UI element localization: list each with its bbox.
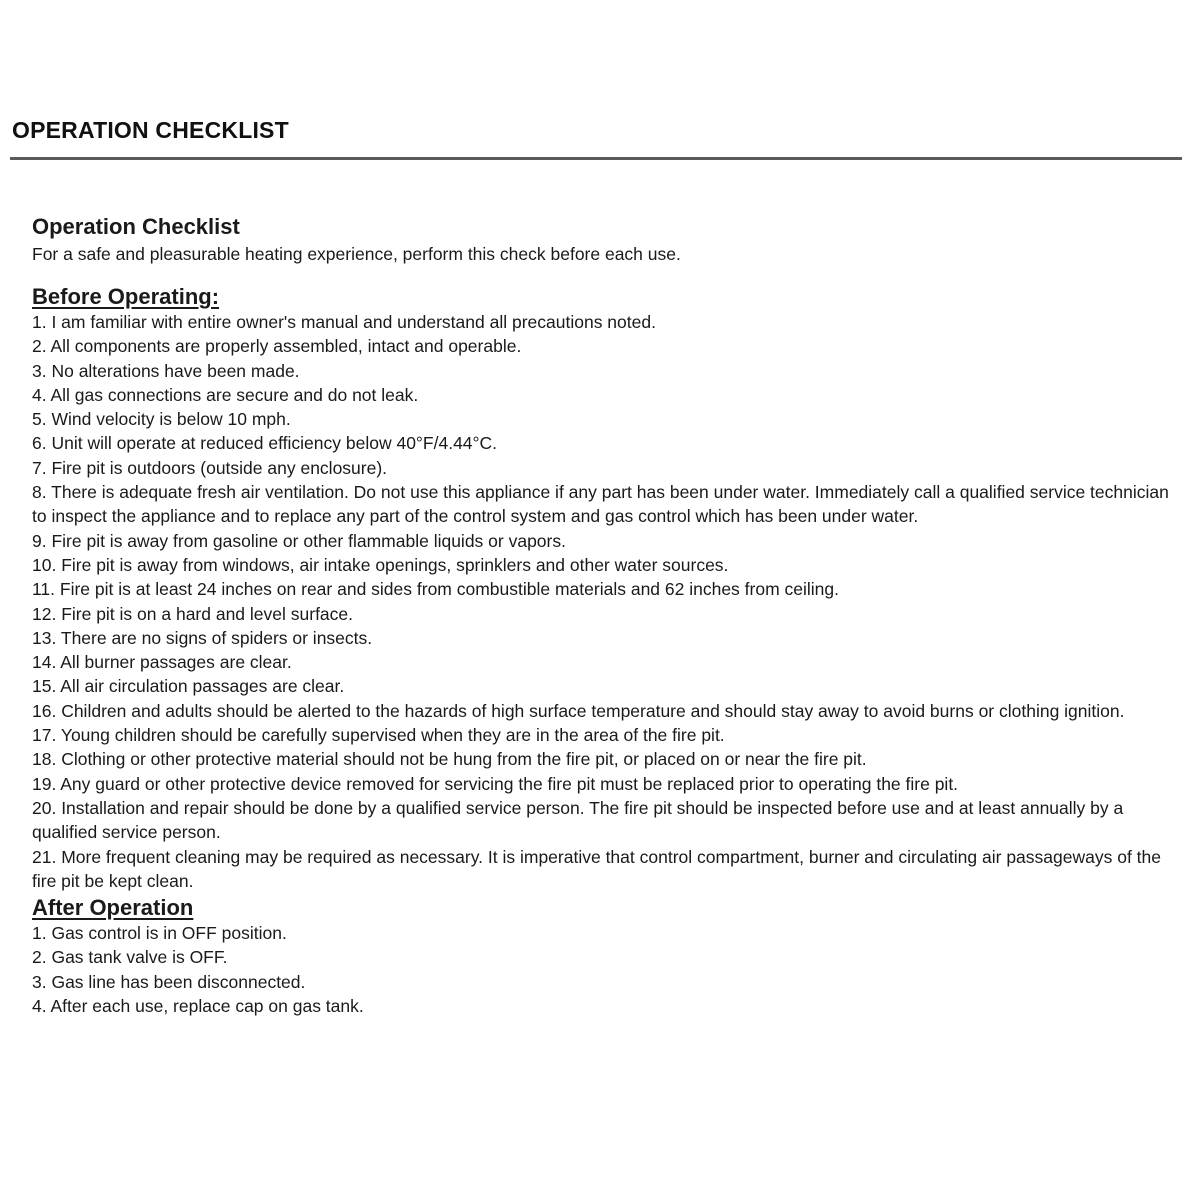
checklist-item: 2. All components are properly assembled, intact and operable. (32, 336, 522, 357)
document-title: Operation Checklist (32, 214, 240, 239)
checklist-item: 17. Young children should be carefully supervised when they are in the area of the fire pit. (32, 725, 725, 746)
checklist-item: 4. After each use, replace cap on gas tank. (32, 996, 364, 1017)
checklist-document (32, 213, 1177, 1018)
checklist-item: 10. Fire pit is away from windows, air intake openings, sprinklers and other water sources. (32, 554, 729, 575)
checklist-item: 13. There are no signs of spiders or insects. (32, 627, 373, 648)
checklist-item: 20. Installation and repair should be done by a qualified service person. The fire pit should be inspected before use and at least annually by a qualified service person. (32, 797, 1124, 843)
checklist-item: 1. Gas control is in OFF position. (32, 923, 287, 944)
checklist-item: 2. Gas tank valve is OFF. (32, 947, 228, 968)
checklist-item: 19. Any guard or other protective device removed for servicing the fire pit must be replaced prior to operating the fire pit. (32, 773, 959, 794)
checklist-item: 18. Clothing or other protective material should not be hung from the fire pit, or placed on or near the fire pit. (32, 749, 867, 770)
after-operation-heading: After Operation (32, 895, 194, 921)
after-operation-list (32, 921, 1177, 1018)
checklist-item: 6. Unit will operate at reduced efficiency below 40°F/4.44°C. (32, 433, 498, 454)
before-operating-list (32, 310, 1177, 893)
checklist-item: 9. Fire pit is away from gasoline or other flammable liquids or vapors. (32, 530, 566, 551)
page-header-title: OPERATION CHECKLIST (12, 117, 289, 143)
before-operating-heading: Before Operating: (32, 284, 220, 309)
checklist-item: 16. Children and adults should be alerted to the hazards of high surface temperature and should stay away to avoid burns or clothing ignition. (32, 700, 1125, 721)
checklist-item: 21. More frequent cleaning may be required as necessary. It is imperative that control compartment, burner and circulating air passageways of the fire pit be kept clean. (32, 846, 1161, 891)
checklist-item: 8. There is adequate fresh air ventilation. Do not use this appliance if any part has been under water. Immediately call a qualified service technician to inspect the appliance and to replace any part of the control system and gas control which has been under water. (32, 482, 1169, 527)
intro-text: For a safe and pleasurable heating experience, perform this check before each use. (32, 244, 681, 264)
checklist-item: 4. All gas connections are secure and do not leak. (32, 384, 419, 405)
checklist-item: 7. Fire pit is outdoors (outside any enclosure). (32, 457, 388, 478)
checklist-item: 3. Gas line has been disconnected. (32, 971, 306, 992)
checklist-item: 12. Fire pit is on a hard and level surface. (32, 603, 354, 624)
checklist-item: 14. All burner passages are clear. (32, 652, 292, 673)
checklist-item: 11. Fire pit is at least 24 inches on rear and sides from combustible materials and 62 inches from ceiling. (32, 579, 840, 600)
checklist-item: 3. No alterations have been made. (32, 360, 300, 381)
checklist-item: 5. Wind velocity is below 10 mph. (32, 409, 291, 430)
checklist-item: 1. I am familiar with entire owner's manual and understand all precautions noted. (32, 312, 656, 332)
header-divider (10, 157, 1182, 160)
checklist-item: 15. All air circulation passages are clear. (32, 676, 345, 697)
